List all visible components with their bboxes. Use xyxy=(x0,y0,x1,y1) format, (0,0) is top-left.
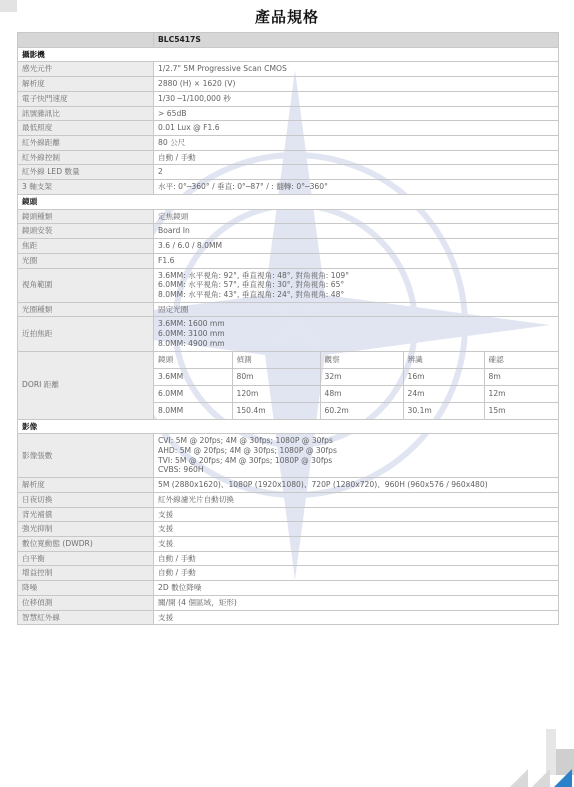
row-label: 紅外線 LED 數量 xyxy=(18,165,154,180)
fov-values xyxy=(154,268,559,302)
table-row xyxy=(18,610,559,625)
row-value: 支援 xyxy=(154,537,559,552)
row-label: 增益控制 xyxy=(18,566,154,581)
dori-cell-value: 16m xyxy=(403,368,484,385)
dori-cell-value: 6.0MM xyxy=(154,385,232,402)
row-value: 紅外線濾光片自動切換 xyxy=(154,492,559,507)
row-label: 光圈種類 xyxy=(18,302,154,317)
dori-table xyxy=(154,352,558,419)
dori-cell-value: 48m xyxy=(320,385,403,402)
table-row xyxy=(18,253,559,268)
dori-header: 觀察 xyxy=(320,352,403,369)
table-row xyxy=(18,106,559,121)
row-value: 3.6 / 6.0 / 8.0MM xyxy=(154,239,559,254)
dori-cell-value: 12m xyxy=(484,385,558,402)
row-value: 支援 xyxy=(154,507,559,522)
row-value: 水平: 0°─360° / 垂直: 0°─87° / : 翻轉: 0°─360° xyxy=(154,180,559,195)
row-label: 位移偵測 xyxy=(18,595,154,610)
dori-header: 辨識 xyxy=(403,352,484,369)
table-row xyxy=(18,224,559,239)
dori-cell-value: 32m xyxy=(320,368,403,385)
table-row xyxy=(18,136,559,151)
close-focus-line: 6.0MM: 3100 mm xyxy=(158,329,225,339)
video-format-line: CVI: 5M @ 20fps; 4M @ 30fps; 1080P @ 30fps xyxy=(158,436,333,446)
dori-cell-value: 60.2m xyxy=(320,402,403,419)
model-name: BLC5417S xyxy=(154,33,559,48)
row-value: F1.6 xyxy=(154,253,559,268)
row-value: 2880 (H) × 1620 (V) xyxy=(154,77,559,92)
table-row xyxy=(18,522,559,537)
video-format-line: CVBS: 960H xyxy=(158,465,204,475)
row-label: 降噪 xyxy=(18,581,154,596)
row-value: 自動 / 手動 xyxy=(154,566,559,581)
section-lens: 鏡頭 xyxy=(18,194,559,209)
page-title: 產品規格 xyxy=(254,8,319,26)
dori-row xyxy=(154,368,558,385)
section-camera: 攝影機 xyxy=(18,47,559,62)
table-row xyxy=(18,150,559,165)
row-label: 鏡頭種類 xyxy=(18,209,154,224)
dori-cell-value: 15m xyxy=(484,402,558,419)
dori-cell-value: 8.0MM xyxy=(154,402,232,419)
dori-cell-value: 30.1m xyxy=(403,402,484,419)
row-label: 最低照度 xyxy=(18,121,154,136)
row-value: 支援 xyxy=(154,610,559,625)
row-value: 自動 / 手動 xyxy=(154,551,559,566)
table-row xyxy=(18,351,559,419)
video-format-values xyxy=(154,434,559,478)
dori-cell-value: 120m xyxy=(232,385,320,402)
table-row xyxy=(18,121,559,136)
row-label: 解析度 xyxy=(18,77,154,92)
fov-line: 6.0MM: 水平視角: 57°, 垂直視角: 30°, 對角視角: 65° xyxy=(158,280,345,290)
corner-triangle-decoration xyxy=(502,765,572,787)
row-label: 視角範圍 xyxy=(18,268,154,302)
row-label: 3 軸支架 xyxy=(18,180,154,195)
dori-header: 偵測 xyxy=(232,352,320,369)
row-label: 紅外線控制 xyxy=(18,150,154,165)
row-label: 背光補償 xyxy=(18,507,154,522)
table-row xyxy=(18,77,559,92)
row-label: 感光元件 xyxy=(18,62,154,77)
row-label: 智慧紅外線 xyxy=(18,610,154,625)
row-label: 影像張數 xyxy=(18,434,154,478)
dori-cell-value: 8m xyxy=(484,368,558,385)
table-row xyxy=(18,595,559,610)
table-row xyxy=(18,209,559,224)
close-focus-line: 8.0MM: 4900 mm xyxy=(158,338,225,348)
table-row xyxy=(18,62,559,77)
dori-header: 鏡頭 xyxy=(158,354,174,364)
row-value: 關/開 (4 個區域，矩形) xyxy=(154,595,559,610)
row-value: Board In xyxy=(154,224,559,239)
table-row xyxy=(18,317,559,351)
fov-line: 3.6MM: 水平視角: 92°, 垂直視角: 48°, 對角視角: 109° xyxy=(158,270,350,280)
close-focus-line: 3.6MM: 1600 mm xyxy=(158,319,225,329)
row-label: 光圈 xyxy=(18,253,154,268)
video-format-line: AHD: 5M @ 20fps; 4M @ 30fps; 1080P @ 30fps xyxy=(158,445,337,455)
row-value: 2 xyxy=(154,165,559,180)
table-row xyxy=(18,551,559,566)
row-label: 鏡頭安裝 xyxy=(18,224,154,239)
dori-cell-value: 3.6MM xyxy=(154,368,232,385)
row-label: 電子快門速度 xyxy=(18,91,154,106)
dori-cell xyxy=(154,351,559,419)
row-value: 1/2.7" 5M Progressive Scan CMOS xyxy=(154,62,559,77)
table-row xyxy=(18,434,559,478)
row-label: 訊號雜訊比 xyxy=(18,106,154,121)
row-value: 固定光圈 xyxy=(154,302,559,317)
table-row xyxy=(18,239,559,254)
row-label: 紅外線距離 xyxy=(18,136,154,151)
row-label: DORI 距離 xyxy=(18,351,154,419)
row-value: 80 公尺 xyxy=(154,136,559,151)
dori-cell-value: 80m xyxy=(232,368,320,385)
table-row xyxy=(18,91,559,106)
table-row xyxy=(18,180,559,195)
row-value: 2D 數位降噪 xyxy=(154,581,559,596)
dori-header-row xyxy=(154,352,558,369)
table-row xyxy=(18,268,559,302)
row-label: 數位寬動態 (DWDR) xyxy=(18,537,154,552)
dori-row xyxy=(154,385,558,402)
table-row xyxy=(18,507,559,522)
row-value: 支援 xyxy=(154,522,559,537)
row-value: 定焦鏡頭 xyxy=(154,209,559,224)
table-row xyxy=(18,581,559,596)
table-row xyxy=(18,478,559,493)
row-value: > 65dB xyxy=(154,106,559,121)
header-row xyxy=(18,33,559,48)
row-label: 焦距 xyxy=(18,239,154,254)
row-value: 0.01 Lux @ F1.6 xyxy=(154,121,559,136)
fov-line: 8.0MM: 水平視角: 43°, 垂直視角: 24°, 對角視角: 48° xyxy=(158,289,345,299)
dori-cell-value: 150.4m xyxy=(232,402,320,419)
section-video: 影像 xyxy=(18,419,559,434)
dori-cell-value: 24m xyxy=(403,385,484,402)
row-label: 解析度 xyxy=(18,478,154,493)
table-row xyxy=(18,537,559,552)
video-format-line: TVI: 5M @ 20fps; 4M @ 30fps; 1080P @ 30fps xyxy=(158,455,333,465)
row-value: 5M (2880x1620)、1080P (1920x1080)、720P (1280x720)、960H (960x576 / 960x480) xyxy=(154,478,559,493)
close-focus-values xyxy=(154,317,559,351)
row-label: 近拍焦距 xyxy=(18,317,154,351)
table-row xyxy=(18,492,559,507)
row-value: 自動 / 手動 xyxy=(154,150,559,165)
dori-header: 確認 xyxy=(484,352,558,369)
row-label: 日夜切換 xyxy=(18,492,154,507)
row-value: 1/30 ─1/100,000 秒 xyxy=(154,91,559,106)
dori-row xyxy=(154,402,558,419)
row-label: 白平衡 xyxy=(18,551,154,566)
header-empty-cell xyxy=(18,33,154,48)
table-row xyxy=(18,165,559,180)
row-label: 強光抑制 xyxy=(18,522,154,537)
table-row xyxy=(18,566,559,581)
spec-table xyxy=(17,32,559,625)
table-row xyxy=(18,302,559,317)
